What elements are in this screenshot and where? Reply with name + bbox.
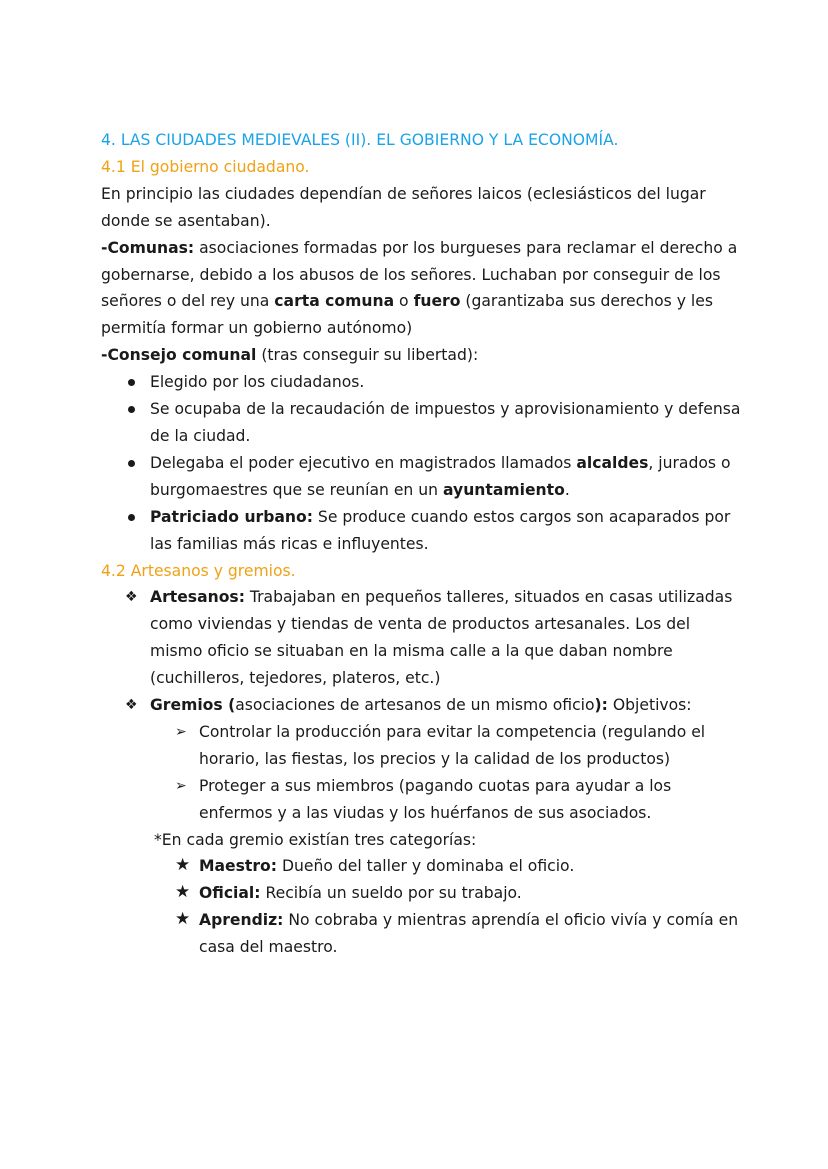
section-title-gobierno: 4.1 El gobierno ciudadano. [101, 157, 310, 176]
list-item [101, 396, 741, 450]
bullet-delegaba-2: , jurados o burgomaestres que se reunían en un [150, 453, 731, 499]
list-item [150, 719, 741, 773]
fuero-term: fuero [413, 292, 461, 311]
list-item [101, 584, 741, 692]
consejo-bullet-list [101, 369, 741, 557]
comunas-paragraph [101, 235, 741, 343]
maestro-term: Maestro: [199, 857, 277, 876]
patriciado-text: Se produce cuando estos cargos son acaparados por las familias más ricas e influyentes. [150, 507, 731, 553]
patriciado-term: Patriciado urbano: [150, 507, 313, 526]
artesanos-term: Artesanos: [150, 588, 245, 607]
diamond-bullet-icon: ❖ [125, 589, 138, 606]
consejo-term: Consejo comunal [107, 346, 257, 365]
arrow-bullet-icon: ➢ [175, 723, 187, 740]
gremios-term: Gremios ( [150, 696, 236, 715]
section-title-artesanos: 4.2 Artesanos y gremios. [101, 561, 296, 580]
list-item [101, 504, 741, 558]
list-item [101, 692, 741, 719]
oficial-term: Oficial: [199, 884, 261, 903]
bullet-elegido: Elegido por los ciudadanos. [150, 373, 365, 392]
star-bullet-icon: ★ [175, 909, 191, 930]
alcaldes-term: alcaldes [576, 453, 649, 472]
artesanos-text: Trabajaban en pequeños talleres, situados en casas utilizadas como viviendas y tiendas de venta de productos artesanales. Los del mismo oficio se situaban en la misma calle a la que daban nombre (cuchilleros, tejedores, plateros, etc.) [150, 588, 733, 688]
maestro-text: Dueño del taller y dominaba el oficio. [277, 857, 575, 876]
intro-paragraph: En principio las ciudades dependían de señores laicos (eclesiásticos del lugar donde se asentaban). [101, 184, 706, 230]
ayuntamiento-term: ayuntamiento [443, 480, 565, 499]
list-item [101, 369, 741, 396]
objetivos-list [150, 719, 741, 827]
comunas-text-1: asociaciones formadas por los burgueses para reclamar el derecho a gobernarse, debido a los abusos de los señores. Luchaban por conseguir de los señores o del rey una [101, 238, 738, 311]
list-item [150, 853, 741, 880]
bullet-delegaba-1: Delegaba el poder ejecutivo en magistrados llamados [150, 453, 577, 472]
arrow-bullet-icon: ➢ [175, 777, 187, 794]
gremios-definition: asociaciones de artesanos de un mismo oficio [235, 696, 595, 715]
bullet-recaudacion: Se ocupaba de la recaudación de impuestos y aprovisionamiento y defensa de la ciudad. [150, 400, 741, 445]
comunas-text-2: o [394, 292, 414, 311]
consejo-paragraph [101, 342, 741, 369]
consejo-prefix: - [101, 346, 108, 365]
list-item [150, 880, 741, 907]
categorias-list [150, 853, 741, 961]
list-item [150, 773, 741, 827]
comunas-text-3: (garantizaba sus derechos y les permitía formar un gobierno autónomo) [101, 292, 713, 338]
artesanos-gremios-list [101, 584, 741, 719]
star-bullet-icon: ★ [175, 855, 191, 876]
list-item [150, 907, 741, 961]
comunas-prefix: - [101, 238, 108, 257]
bullet-delegaba-3: . [564, 480, 570, 499]
aprendiz-term: Aprendiz: [199, 911, 284, 930]
carta-comuna-term: carta comuna [274, 292, 395, 311]
consejo-text: (tras conseguir su libertad): [256, 346, 479, 365]
star-bullet-icon: ★ [175, 882, 191, 903]
categorias-note: *En cada gremio existían tres categorías: [154, 830, 477, 849]
document-content [101, 127, 741, 961]
diamond-bullet-icon: ❖ [125, 697, 138, 714]
gremios-objetivos: Objetivos: [607, 696, 692, 715]
objetivo-proteger: Proteger a sus miembros (pagando cuotas para ayudar a los enfermos y a las viudas y los huérfanos de sus asociados. [199, 776, 672, 822]
objetivo-controlar: Controlar la producción para evitar la competencia (regulando el horario, las fiestas, los precios y la calidad de los productos) [199, 722, 706, 768]
aprendiz-text: No cobraba y mientras aprendía el oficio vivía y comía en casa del maestro. [199, 911, 739, 957]
oficial-text: Recibía un sueldo por su trabajo. [260, 884, 522, 903]
comunas-term: Comunas: [107, 238, 195, 257]
gremios-close: ): [594, 696, 608, 715]
list-item [101, 450, 741, 504]
main-heading: 4. LAS CIUDADES MEDIEVALES (II). EL GOBIERNO Y LA ECONOMÍA. [101, 131, 619, 149]
